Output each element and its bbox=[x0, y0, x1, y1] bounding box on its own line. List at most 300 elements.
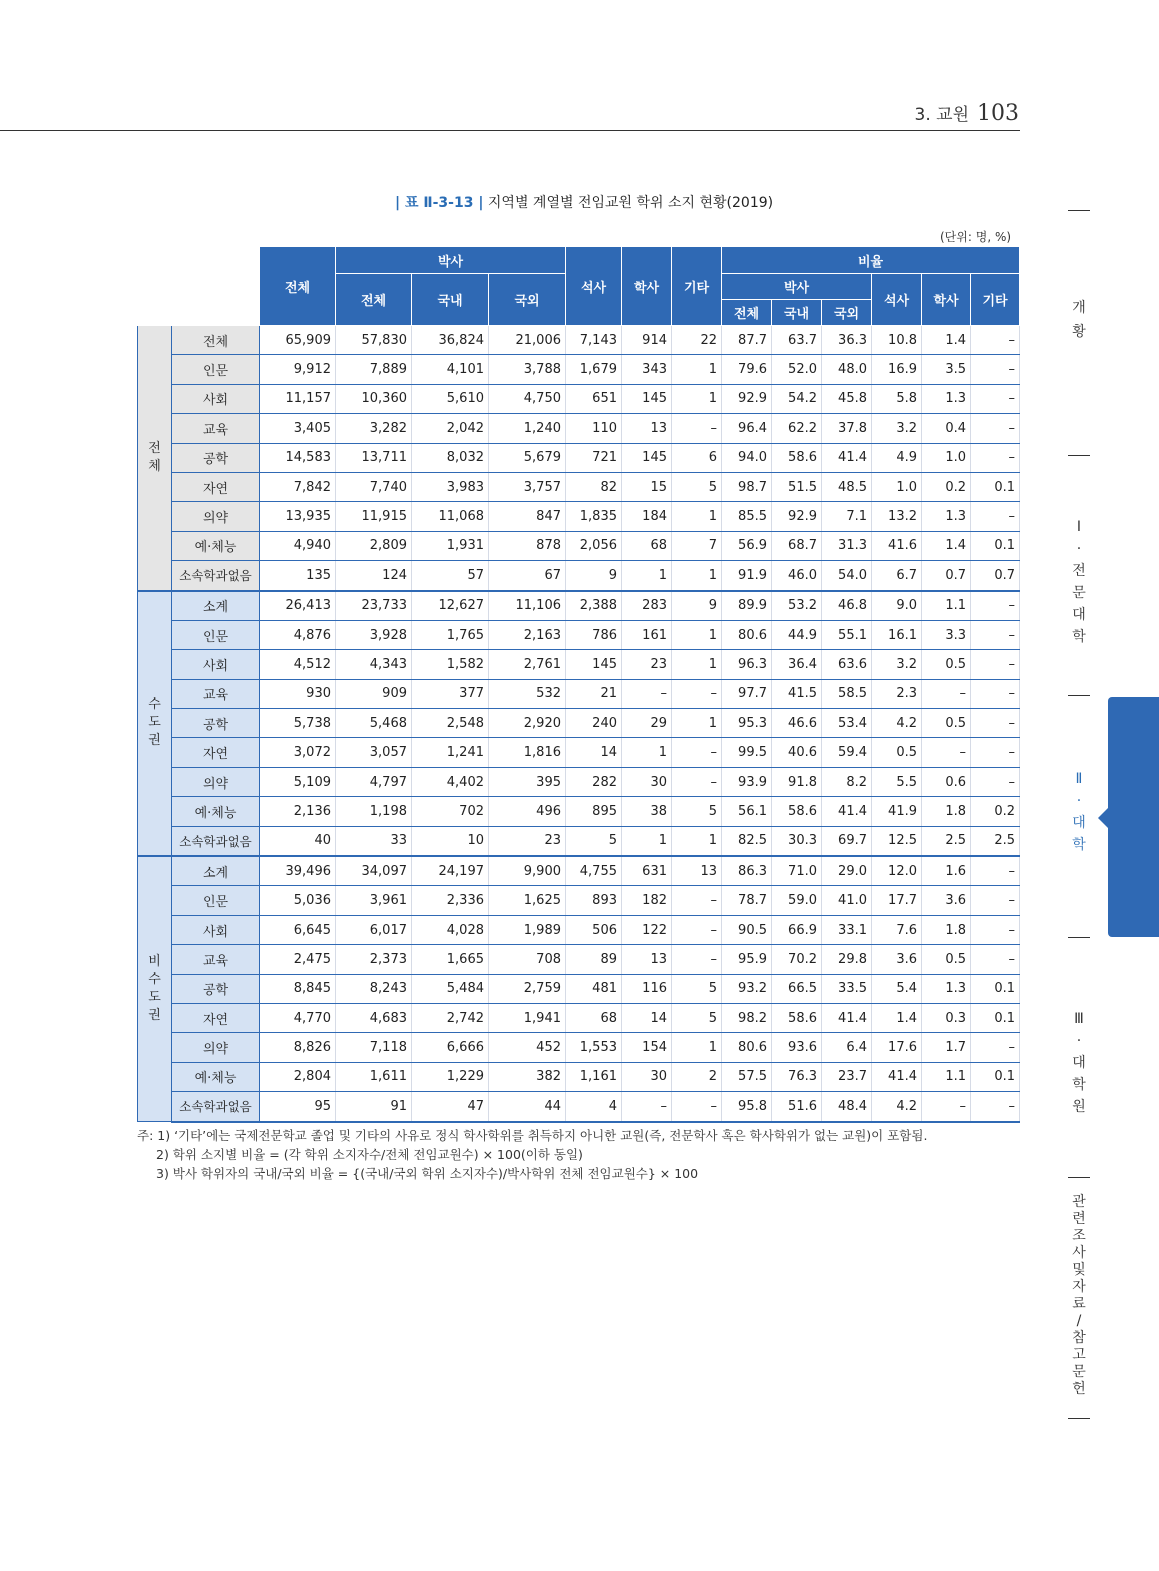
table-row bbox=[138, 384, 1020, 413]
table-cell: 98.2 bbox=[722, 1003, 772, 1032]
table-cell: 2.3 bbox=[872, 679, 922, 708]
table-cell: 85.5 bbox=[722, 502, 772, 531]
table-cell: 29.8 bbox=[822, 945, 872, 974]
table-cell: 1.4 bbox=[922, 531, 971, 560]
field-label: 사회 bbox=[172, 650, 260, 679]
table-cell: – bbox=[922, 738, 971, 767]
table-cell: 382 bbox=[489, 1062, 566, 1091]
table-cell: 13,711 bbox=[336, 443, 412, 472]
table-cell: 33.1 bbox=[822, 915, 872, 944]
table-cell: 91.9 bbox=[722, 561, 772, 591]
table-cell: 22 bbox=[672, 326, 722, 355]
table-cell: 76.3 bbox=[772, 1062, 822, 1091]
table-cell: – bbox=[672, 414, 722, 443]
table-cell: – bbox=[971, 355, 1020, 384]
table-cell: 86.3 bbox=[722, 856, 772, 886]
table-cell: 80.6 bbox=[722, 1033, 772, 1062]
table-cell: 1,989 bbox=[489, 915, 566, 944]
table-cell: 63.7 bbox=[772, 326, 822, 355]
table-cell: 7.6 bbox=[872, 915, 922, 944]
table-row bbox=[138, 826, 1020, 856]
table-row bbox=[138, 591, 1020, 621]
table-cell: 44 bbox=[489, 1092, 566, 1122]
table-row bbox=[138, 650, 1020, 679]
field-label: 예·체능 bbox=[172, 1062, 260, 1091]
table-cell: 95.8 bbox=[722, 1092, 772, 1122]
table-row bbox=[138, 886, 1020, 915]
table-cell: 5 bbox=[566, 826, 622, 856]
table-cell: 93.9 bbox=[722, 767, 772, 796]
table-cell: 3.2 bbox=[872, 414, 922, 443]
table-cell: 87.7 bbox=[722, 326, 772, 355]
table-cell: 122 bbox=[622, 915, 672, 944]
table-cell: 13,935 bbox=[260, 502, 336, 531]
table-cell: 53.2 bbox=[772, 591, 822, 621]
side-nav-graduate-school[interactable]: Ⅲ · 대 학 원 bbox=[1072, 1011, 1086, 1115]
table-cell: 1,240 bbox=[489, 414, 566, 443]
table-cell: 78.7 bbox=[722, 886, 772, 915]
table-row bbox=[138, 414, 1020, 443]
table-cell: 8,032 bbox=[412, 443, 489, 472]
field-label: 공학 bbox=[172, 974, 260, 1003]
field-label: 의약 bbox=[172, 1033, 260, 1062]
header-phd-foreign: 국외 bbox=[489, 274, 566, 326]
table-cell: – bbox=[922, 679, 971, 708]
table-cell: – bbox=[971, 915, 1020, 944]
table-cell: 11,106 bbox=[489, 591, 566, 621]
field-label: 예·체능 bbox=[172, 531, 260, 560]
field-label: 공학 bbox=[172, 709, 260, 738]
table-cell: 94.0 bbox=[722, 443, 772, 472]
table-title bbox=[395, 192, 773, 212]
field-label: 소속학과없음 bbox=[172, 1092, 260, 1122]
table-cell: 1.1 bbox=[922, 1062, 971, 1091]
table-cell: 38 bbox=[622, 797, 672, 826]
table-cell: 2.5 bbox=[922, 826, 971, 856]
table-cell: 92.9 bbox=[772, 502, 822, 531]
table-cell: – bbox=[622, 1092, 672, 1122]
page-number: 103 bbox=[977, 101, 1019, 126]
table-row bbox=[138, 1003, 1020, 1032]
header-ratio-bachelor: 학사 bbox=[922, 274, 971, 326]
table-cell: – bbox=[622, 679, 672, 708]
table-cell: 5,738 bbox=[260, 709, 336, 738]
table-cell: 2,759 bbox=[489, 974, 566, 1003]
table-cell: 15 bbox=[622, 472, 672, 501]
table-cell: 2,920 bbox=[489, 709, 566, 738]
table-row bbox=[138, 355, 1020, 384]
table-cell: 41.4 bbox=[822, 1003, 872, 1032]
header-other: 기타 bbox=[672, 247, 722, 326]
table-cell: 702 bbox=[412, 797, 489, 826]
table-cell: 3,405 bbox=[260, 414, 336, 443]
region-label: 전체 bbox=[138, 326, 172, 591]
table-cell: 0.3 bbox=[922, 1003, 971, 1032]
table-cell: 343 bbox=[622, 355, 672, 384]
table-cell: 0.1 bbox=[971, 472, 1020, 501]
table-cell: 30 bbox=[622, 1062, 672, 1091]
field-label: 자연 bbox=[172, 738, 260, 767]
header-ratio-domestic: 국내 bbox=[772, 300, 822, 326]
table-cell: 452 bbox=[489, 1033, 566, 1062]
side-nav-overview[interactable]: 개 황 bbox=[1072, 300, 1086, 340]
table-cell: 4.2 bbox=[872, 1092, 922, 1122]
table-cell: 55.1 bbox=[822, 620, 872, 649]
table-cell: – bbox=[971, 1033, 1020, 1062]
table-cell: 5,610 bbox=[412, 384, 489, 413]
table-row bbox=[138, 472, 1020, 501]
table-cell: 96.3 bbox=[722, 650, 772, 679]
table-cell: 1 bbox=[622, 561, 672, 591]
table-cell: 57,830 bbox=[336, 326, 412, 355]
active-section-arrow bbox=[1098, 808, 1108, 828]
table-cell: 0.5 bbox=[872, 738, 922, 767]
table-cell: 45.8 bbox=[822, 384, 872, 413]
table-cell: 41.6 bbox=[872, 531, 922, 560]
footnote-1: 주: 1) ‘기타’에는 국제전문학교 졸업 및 기타의 사유로 정식 학사학위를 취득하지 아니한 교원(즉, 전문학사 혹은 학사학위가 없는 교원)이 포함됨. bbox=[137, 1128, 928, 1143]
table-cell: – bbox=[971, 679, 1020, 708]
table-cell: 46.8 bbox=[822, 591, 872, 621]
header-phd-domestic: 국내 bbox=[412, 274, 489, 326]
table-cell: 3,057 bbox=[336, 738, 412, 767]
table-cell: 0.1 bbox=[971, 1003, 1020, 1032]
table-cell: 7,118 bbox=[336, 1033, 412, 1062]
table-cell: 110 bbox=[566, 414, 622, 443]
table-cell: 1 bbox=[672, 561, 722, 591]
table-cell: 63.6 bbox=[822, 650, 872, 679]
table-cell: 41.4 bbox=[872, 1062, 922, 1091]
table-cell: 4,512 bbox=[260, 650, 336, 679]
table-cell: – bbox=[672, 738, 722, 767]
table-cell: 41.5 bbox=[772, 679, 822, 708]
table-row bbox=[138, 1062, 1020, 1091]
table-cell: 21 bbox=[566, 679, 622, 708]
table-cell: 1,625 bbox=[489, 886, 566, 915]
field-label: 자연 bbox=[172, 472, 260, 501]
header-total: 전체 bbox=[260, 247, 336, 326]
table-cell: – bbox=[672, 767, 722, 796]
table-cell: 41.9 bbox=[872, 797, 922, 826]
table-cell: 48.0 bbox=[822, 355, 872, 384]
table-cell: – bbox=[971, 709, 1020, 738]
header-master: 석사 bbox=[566, 247, 622, 326]
table-cell: 5,036 bbox=[260, 886, 336, 915]
table-cell: 1,765 bbox=[412, 620, 489, 649]
table-cell: 29.0 bbox=[822, 856, 872, 886]
table-cell: 6,017 bbox=[336, 915, 412, 944]
table-cell: 16.9 bbox=[872, 355, 922, 384]
table-cell: – bbox=[971, 1092, 1020, 1122]
table-cell: 53.4 bbox=[822, 709, 872, 738]
table-cell: 1,931 bbox=[412, 531, 489, 560]
table-cell: 5 bbox=[672, 974, 722, 1003]
table-cell: 93.6 bbox=[772, 1033, 822, 1062]
table-cell: 124 bbox=[336, 561, 412, 591]
table-cell: – bbox=[672, 915, 722, 944]
table-cell: 11,157 bbox=[260, 384, 336, 413]
side-divider bbox=[1068, 1177, 1090, 1178]
table-cell: 0.5 bbox=[922, 650, 971, 679]
header-phd-total: 전체 bbox=[336, 274, 412, 326]
table-row bbox=[138, 767, 1020, 796]
table-cell: 4,343 bbox=[336, 650, 412, 679]
table-cell: 3.5 bbox=[922, 355, 971, 384]
side-divider bbox=[1068, 1418, 1090, 1419]
table-cell: 2,336 bbox=[412, 886, 489, 915]
table-cell: 0.1 bbox=[971, 1062, 1020, 1091]
table-cell: 80.6 bbox=[722, 620, 772, 649]
unit-note: (단위: 명, %) bbox=[940, 230, 1012, 244]
table-cell: 2,742 bbox=[412, 1003, 489, 1032]
table-cell: 2,804 bbox=[260, 1062, 336, 1091]
table-cell: 52.0 bbox=[772, 355, 822, 384]
table-cell: 0.2 bbox=[971, 797, 1020, 826]
table-cell: 3,961 bbox=[336, 886, 412, 915]
table-cell: 58.6 bbox=[772, 797, 822, 826]
table-cell: 58.6 bbox=[772, 1003, 822, 1032]
table-cell: 1 bbox=[672, 709, 722, 738]
table-cell: 4,402 bbox=[412, 767, 489, 796]
active-section-tab bbox=[1108, 697, 1159, 937]
table-cell: – bbox=[971, 502, 1020, 531]
table-cell: 89.9 bbox=[722, 591, 772, 621]
table-cell: – bbox=[971, 856, 1020, 886]
table-cell: 6,666 bbox=[412, 1033, 489, 1062]
table-cell: 6 bbox=[672, 443, 722, 472]
table-cell: 0.2 bbox=[922, 472, 971, 501]
field-label: 전체 bbox=[172, 326, 260, 355]
table-cell: 1 bbox=[672, 502, 722, 531]
table-row bbox=[138, 502, 1020, 531]
table-cell: 786 bbox=[566, 620, 622, 649]
header-blank bbox=[138, 247, 260, 326]
table-cell: 1,229 bbox=[412, 1062, 489, 1091]
table-cell: 3.2 bbox=[872, 650, 922, 679]
table-cell: 1,816 bbox=[489, 738, 566, 767]
table-cell: – bbox=[672, 679, 722, 708]
table-cell: 10.8 bbox=[872, 326, 922, 355]
table-cell: 506 bbox=[566, 915, 622, 944]
table-cell: 14,583 bbox=[260, 443, 336, 472]
table-cell: 11,915 bbox=[336, 502, 412, 531]
table-cell: 4,101 bbox=[412, 355, 489, 384]
table-cell: 1,582 bbox=[412, 650, 489, 679]
table-cell: 878 bbox=[489, 531, 566, 560]
table-cell: 1,611 bbox=[336, 1062, 412, 1091]
table-cell: 4,028 bbox=[412, 915, 489, 944]
table-row bbox=[138, 974, 1020, 1003]
table-cell: 31.3 bbox=[822, 531, 872, 560]
table-row bbox=[138, 915, 1020, 944]
table-cell: 7,889 bbox=[336, 355, 412, 384]
table-cell: 11,068 bbox=[412, 502, 489, 531]
table-cell: 39,496 bbox=[260, 856, 336, 886]
table-cell: 30.3 bbox=[772, 826, 822, 856]
table-label: | 표 Ⅱ-3-13 | bbox=[395, 195, 484, 211]
table-cell: 96.4 bbox=[722, 414, 772, 443]
table-cell: 33 bbox=[336, 826, 412, 856]
table-cell: 1,835 bbox=[566, 502, 622, 531]
table-cell: 5,109 bbox=[260, 767, 336, 796]
table-row bbox=[138, 738, 1020, 767]
side-nav-junior-college[interactable]: Ⅰ · 전 문 대 학 bbox=[1072, 519, 1086, 645]
table-cell: 69.7 bbox=[822, 826, 872, 856]
table-cell: 90.5 bbox=[722, 915, 772, 944]
table-cell: 895 bbox=[566, 797, 622, 826]
table-cell: 1.7 bbox=[922, 1033, 971, 1062]
table-cell: 59.4 bbox=[822, 738, 872, 767]
table-cell: 54.2 bbox=[772, 384, 822, 413]
table-cell: 9 bbox=[566, 561, 622, 591]
table-cell: 8,845 bbox=[260, 974, 336, 1003]
table-cell: 3,788 bbox=[489, 355, 566, 384]
region-label: 수 도 권 bbox=[138, 591, 172, 857]
table-cell: 7,740 bbox=[336, 472, 412, 501]
table-cell: 3,282 bbox=[336, 414, 412, 443]
table-cell: 46.0 bbox=[772, 561, 822, 591]
table-cell: 44.9 bbox=[772, 620, 822, 649]
side-nav-references[interactable]: 관 련 조 사 및 자 료 / 참 고 문 헌 bbox=[1072, 1194, 1086, 1397]
header-ratio: 비율 bbox=[722, 247, 1020, 274]
table-cell: 65,909 bbox=[260, 326, 336, 355]
table-cell: 909 bbox=[336, 679, 412, 708]
table-cell: 1 bbox=[622, 826, 672, 856]
header-ratio-phd-total: 전체 bbox=[722, 300, 772, 326]
table-row bbox=[138, 945, 1020, 974]
table-row bbox=[138, 561, 1020, 591]
table-cell: 40 bbox=[260, 826, 336, 856]
table-cell: 1.6 bbox=[922, 856, 971, 886]
table-cell: 1 bbox=[672, 1033, 722, 1062]
table-cell: 62.2 bbox=[772, 414, 822, 443]
table-cell: 0.6 bbox=[922, 767, 971, 796]
table-cell: 4,755 bbox=[566, 856, 622, 886]
table-cell: 82 bbox=[566, 472, 622, 501]
table-cell: 5.5 bbox=[872, 767, 922, 796]
table-cell: 7 bbox=[672, 531, 722, 560]
table-cell: 23.7 bbox=[822, 1062, 872, 1091]
header-ratio-master: 석사 bbox=[872, 274, 922, 326]
field-label: 의약 bbox=[172, 502, 260, 531]
table-cell: 481 bbox=[566, 974, 622, 1003]
table-cell: 46.6 bbox=[772, 709, 822, 738]
field-label: 사회 bbox=[172, 384, 260, 413]
table-cell: 1 bbox=[672, 355, 722, 384]
header-bachelor: 학사 bbox=[622, 247, 672, 326]
table-cell: 91.8 bbox=[772, 767, 822, 796]
table-cell: 41.4 bbox=[822, 797, 872, 826]
table-cell: 3.6 bbox=[922, 886, 971, 915]
table-cell: 1 bbox=[622, 738, 672, 767]
table-cell: 95.9 bbox=[722, 945, 772, 974]
table-cell: 56.1 bbox=[722, 797, 772, 826]
table-cell: 282 bbox=[566, 767, 622, 796]
table-cell: 1,241 bbox=[412, 738, 489, 767]
table-cell: 0.1 bbox=[971, 974, 1020, 1003]
side-divider bbox=[1068, 455, 1090, 456]
table-cell: 23 bbox=[489, 826, 566, 856]
table-cell: 5.4 bbox=[872, 974, 922, 1003]
field-label: 소계 bbox=[172, 856, 260, 886]
table-cell: 51.6 bbox=[772, 1092, 822, 1122]
table-cell: 68 bbox=[566, 1003, 622, 1032]
table-cell: 13 bbox=[622, 414, 672, 443]
table-cell: 1 bbox=[672, 384, 722, 413]
table-cell: 9.0 bbox=[872, 591, 922, 621]
table-cell: 3,072 bbox=[260, 738, 336, 767]
table-cell: 67 bbox=[489, 561, 566, 591]
table-cell: 2 bbox=[672, 1062, 722, 1091]
table-cell: – bbox=[672, 1092, 722, 1122]
table-cell: 1.3 bbox=[922, 974, 971, 1003]
table-row bbox=[138, 1092, 1020, 1122]
table-cell: 40.6 bbox=[772, 738, 822, 767]
table-cell: 1 bbox=[672, 620, 722, 649]
table-cell: 532 bbox=[489, 679, 566, 708]
table-cell: 0.7 bbox=[971, 561, 1020, 591]
table-cell: 70.2 bbox=[772, 945, 822, 974]
table-cell: 2.5 bbox=[971, 826, 1020, 856]
table-cell: 1.3 bbox=[922, 502, 971, 531]
table-cell: 7,143 bbox=[566, 326, 622, 355]
table-cell: 41.4 bbox=[822, 443, 872, 472]
table-cell: – bbox=[971, 767, 1020, 796]
table-cell: 6.4 bbox=[822, 1033, 872, 1062]
table-row bbox=[138, 531, 1020, 560]
table-cell: 1.8 bbox=[922, 797, 971, 826]
side-divider bbox=[1068, 937, 1090, 938]
table-cell: 2,042 bbox=[412, 414, 489, 443]
table-cell: 135 bbox=[260, 561, 336, 591]
table-cell: 377 bbox=[412, 679, 489, 708]
table-cell: 116 bbox=[622, 974, 672, 1003]
table-cell: – bbox=[971, 650, 1020, 679]
table-cell: 0.7 bbox=[922, 561, 971, 591]
table-cell: 847 bbox=[489, 502, 566, 531]
table-cell: 1 bbox=[672, 826, 722, 856]
table-cell: 12.0 bbox=[872, 856, 922, 886]
table-cell: 23 bbox=[622, 650, 672, 679]
table-cell: 95 bbox=[260, 1092, 336, 1122]
table-cell: 1.4 bbox=[922, 326, 971, 355]
table-cell: 4,770 bbox=[260, 1003, 336, 1032]
table-cell: 3,928 bbox=[336, 620, 412, 649]
table-cell: – bbox=[672, 886, 722, 915]
field-label: 인문 bbox=[172, 886, 260, 915]
table-cell: 651 bbox=[566, 384, 622, 413]
table-cell: 631 bbox=[622, 856, 672, 886]
side-nav-university[interactable]: Ⅱ · 대 학 bbox=[1072, 771, 1086, 853]
table-cell: 1.4 bbox=[872, 1003, 922, 1032]
table-cell: 9,912 bbox=[260, 355, 336, 384]
table-cell: 68.7 bbox=[772, 531, 822, 560]
table-cell: 79.6 bbox=[722, 355, 772, 384]
table-cell: 89 bbox=[566, 945, 622, 974]
field-label: 교육 bbox=[172, 414, 260, 443]
table-cell: – bbox=[922, 1092, 971, 1122]
table-cell: 3,757 bbox=[489, 472, 566, 501]
table-cell: 29 bbox=[622, 709, 672, 738]
table-cell: 51.5 bbox=[772, 472, 822, 501]
table-cell: 395 bbox=[489, 767, 566, 796]
table-cell: 0.5 bbox=[922, 945, 971, 974]
table-cell: 97.7 bbox=[722, 679, 772, 708]
table-cell: 12.5 bbox=[872, 826, 922, 856]
table-cell: 17.6 bbox=[872, 1033, 922, 1062]
header-ratio-foreign: 국외 bbox=[822, 300, 872, 326]
table-cell: 5.8 bbox=[872, 384, 922, 413]
table-cell: 5,484 bbox=[412, 974, 489, 1003]
